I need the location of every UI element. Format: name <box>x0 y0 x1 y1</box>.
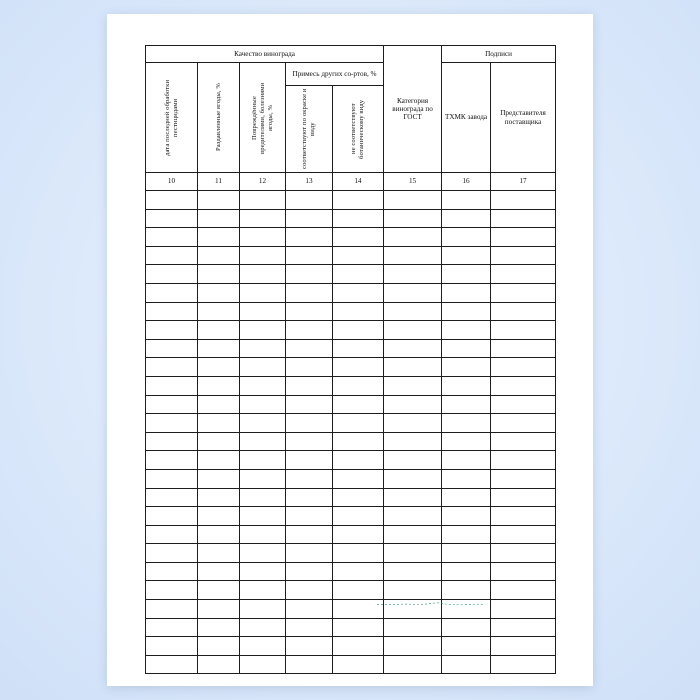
table-cell-damaged_berries[interactable] <box>240 488 286 507</box>
table-cell-admixture_not_match_botanical[interactable] <box>333 376 384 395</box>
table-cell-admixture_match_color[interactable] <box>286 358 333 377</box>
table-cell-category_gost[interactable] <box>384 525 442 544</box>
table-cell-sign_plant[interactable] <box>442 544 491 563</box>
group-header-signatures: Подписи <box>442 46 556 63</box>
table-row[interactable] <box>146 451 556 470</box>
table-cell-admixture_not_match_botanical[interactable] <box>333 432 384 451</box>
table-cell-sign_plant[interactable] <box>442 525 491 544</box>
table-row[interactable] <box>146 339 556 358</box>
table-cell-sign_plant[interactable] <box>442 618 491 637</box>
table-cell-sign_supplier[interactable] <box>491 507 556 526</box>
table-row[interactable] <box>146 321 556 340</box>
table-row[interactable] <box>146 432 556 451</box>
table-cell-sign_supplier[interactable] <box>491 339 556 358</box>
table-row[interactable] <box>146 618 556 637</box>
column-number-16: 16 <box>442 173 491 191</box>
table-cell-crushed_berries[interactable] <box>198 637 240 656</box>
table-cell-category_gost[interactable] <box>384 432 442 451</box>
table-cell-admixture_not_match_botanical[interactable] <box>333 469 384 488</box>
table-cell-damaged_berries[interactable] <box>240 618 286 637</box>
table-cell-sign_plant[interactable] <box>442 246 491 265</box>
column-number-row <box>146 173 556 191</box>
table-cell-crushed_berries[interactable] <box>198 432 240 451</box>
table-row[interactable] <box>146 283 556 302</box>
table-cell-sign_plant[interactable] <box>442 637 491 656</box>
table-cell-sign_supplier[interactable] <box>491 618 556 637</box>
table-cell-date_last_treatment[interactable] <box>146 469 198 488</box>
table-cell-sign_plant[interactable] <box>442 265 491 284</box>
column-header-date-last-treatment: дата последней обработки пестицидами <box>146 63 198 173</box>
table-cell-damaged_berries[interactable] <box>240 376 286 395</box>
table-cell-sign_supplier[interactable] <box>491 321 556 340</box>
table-row[interactable] <box>146 637 556 656</box>
column-number-11: 11 <box>198 173 240 191</box>
table-cell-admixture_match_color[interactable] <box>286 637 333 656</box>
table-cell-sign_plant[interactable] <box>442 562 491 581</box>
table-cell-sign_supplier[interactable] <box>491 525 556 544</box>
table-cell-admixture_match_color[interactable] <box>286 395 333 414</box>
table-cell-damaged_berries[interactable] <box>240 283 286 302</box>
table-cell-admixture_match_color[interactable] <box>286 321 333 340</box>
table-cell-category_gost[interactable] <box>384 414 442 433</box>
table-cell-category_gost[interactable] <box>384 581 442 600</box>
table-cell-damaged_berries[interactable] <box>240 209 286 228</box>
table-cell-admixture_match_color[interactable] <box>286 507 333 526</box>
table-cell-date_last_treatment[interactable] <box>146 228 198 247</box>
table-cell-date_last_treatment[interactable] <box>146 637 198 656</box>
table-cell-sign_supplier[interactable] <box>491 358 556 377</box>
table-cell-sign_supplier[interactable] <box>491 544 556 563</box>
table-cell-admixture_match_color[interactable] <box>286 283 333 302</box>
table-cell-sign_plant[interactable] <box>442 321 491 340</box>
table-cell-sign_supplier[interactable] <box>491 562 556 581</box>
table-cell-sign_plant[interactable] <box>442 600 491 619</box>
table-cell-sign_supplier[interactable] <box>491 581 556 600</box>
table-cell-admixture_match_color[interactable] <box>286 562 333 581</box>
table-cell-category_gost[interactable] <box>384 228 442 247</box>
table-cell-admixture_match_color[interactable] <box>286 432 333 451</box>
table-row[interactable] <box>146 507 556 526</box>
form-body <box>146 191 556 674</box>
table-cell-category_gost[interactable] <box>384 395 442 414</box>
table-cell-sign_supplier[interactable] <box>491 191 556 210</box>
table-cell-crushed_berries[interactable] <box>198 376 240 395</box>
column-number-17: 17 <box>491 173 556 191</box>
table-cell-date_last_treatment[interactable] <box>146 655 198 674</box>
table-cell-sign_plant[interactable] <box>442 191 491 210</box>
table-row[interactable] <box>146 191 556 210</box>
table-row[interactable] <box>146 265 556 284</box>
table-cell-sign_supplier[interactable] <box>491 469 556 488</box>
table-cell-admixture_not_match_botanical[interactable] <box>333 191 384 210</box>
table-cell-date_last_treatment[interactable] <box>146 283 198 302</box>
table-cell-admixture_match_color[interactable] <box>286 525 333 544</box>
table-cell-crushed_berries[interactable] <box>198 618 240 637</box>
table-cell-admixture_not_match_botanical[interactable] <box>333 488 384 507</box>
table-cell-admixture_not_match_botanical[interactable] <box>333 581 384 600</box>
table-cell-damaged_berries[interactable] <box>240 321 286 340</box>
table-cell-damaged_berries[interactable] <box>240 339 286 358</box>
table-cell-admixture_match_color[interactable] <box>286 414 333 433</box>
table-cell-sign_supplier[interactable] <box>491 414 556 433</box>
table-cell-category_gost[interactable] <box>384 246 442 265</box>
group-header-admixture: Примесь других со-ртов, % <box>286 63 384 86</box>
table-cell-category_gost[interactable] <box>384 469 442 488</box>
table-row[interactable] <box>146 525 556 544</box>
table-cell-date_last_treatment[interactable] <box>146 302 198 321</box>
table-cell-sign_plant[interactable] <box>442 283 491 302</box>
table-cell-sign_plant[interactable] <box>442 395 491 414</box>
table-cell-admixture_match_color[interactable] <box>286 191 333 210</box>
table-cell-admixture_match_color[interactable] <box>286 376 333 395</box>
table-cell-crushed_berries[interactable] <box>198 469 240 488</box>
table-cell-admixture_not_match_botanical[interactable] <box>333 562 384 581</box>
table-cell-admixture_match_color[interactable] <box>286 339 333 358</box>
table-cell-damaged_berries[interactable] <box>240 265 286 284</box>
table-cell-category_gost[interactable] <box>384 655 442 674</box>
table-cell-damaged_berries[interactable] <box>240 358 286 377</box>
table-cell-sign_supplier[interactable] <box>491 209 556 228</box>
table-cell-crushed_berries[interactable] <box>198 488 240 507</box>
table-cell-crushed_berries[interactable] <box>198 525 240 544</box>
table-cell-damaged_berries[interactable] <box>240 507 286 526</box>
table-cell-category_gost[interactable] <box>384 209 442 228</box>
table-cell-admixture_not_match_botanical[interactable] <box>333 525 384 544</box>
table-cell-damaged_berries[interactable] <box>240 191 286 210</box>
table-row[interactable] <box>146 228 556 247</box>
table-cell-category_gost[interactable] <box>384 507 442 526</box>
table-cell-date_last_treatment[interactable] <box>146 395 198 414</box>
table-cell-damaged_berries[interactable] <box>240 469 286 488</box>
table-cell-admixture_not_match_botanical[interactable] <box>333 637 384 656</box>
table-row[interactable] <box>146 600 556 619</box>
table-cell-admixture_match_color[interactable] <box>286 600 333 619</box>
table-cell-admixture_not_match_botanical[interactable] <box>333 414 384 433</box>
quality-form-table <box>145 45 556 674</box>
table-cell-sign_supplier[interactable] <box>491 600 556 619</box>
table-cell-admixture_match_color[interactable] <box>286 246 333 265</box>
table-cell-crushed_berries[interactable] <box>198 600 240 619</box>
group-header-quality: Качество винограда <box>146 46 384 63</box>
table-cell-admixture_not_match_botanical[interactable] <box>333 507 384 526</box>
table-cell-damaged_berries[interactable] <box>240 395 286 414</box>
table-cell-admixture_not_match_botanical[interactable] <box>333 321 384 340</box>
table-cell-admixture_match_color[interactable] <box>286 302 333 321</box>
table-row[interactable] <box>146 562 556 581</box>
table-cell-admixture_match_color[interactable] <box>286 618 333 637</box>
table-cell-date_last_treatment[interactable] <box>146 414 198 433</box>
table-cell-damaged_berries[interactable] <box>240 600 286 619</box>
table-cell-damaged_berries[interactable] <box>240 228 286 247</box>
header-row-groups <box>146 46 556 63</box>
table-cell-date_last_treatment[interactable] <box>146 209 198 228</box>
table-cell-admixture_match_color[interactable] <box>286 469 333 488</box>
table-cell-damaged_berries[interactable] <box>240 451 286 470</box>
table-cell-crushed_berries[interactable] <box>198 265 240 284</box>
table-cell-admixture_not_match_botanical[interactable] <box>333 655 384 674</box>
table-cell-date_last_treatment[interactable] <box>146 321 198 340</box>
table-cell-category_gost[interactable] <box>384 376 442 395</box>
table-cell-damaged_berries[interactable] <box>240 581 286 600</box>
column-header-category-gost: Категория винограда по ГОСТ <box>384 46 442 173</box>
table-row[interactable] <box>146 209 556 228</box>
table-cell-sign_plant[interactable] <box>442 469 491 488</box>
table-cell-crushed_berries[interactable] <box>198 228 240 247</box>
table-cell-date_last_treatment[interactable] <box>146 451 198 470</box>
table-cell-sign_supplier[interactable] <box>491 283 556 302</box>
table-cell-category_gost[interactable] <box>384 283 442 302</box>
table-cell-admixture_not_match_botanical[interactable] <box>333 358 384 377</box>
table-cell-crushed_berries[interactable] <box>198 209 240 228</box>
table-cell-sign_plant[interactable] <box>442 358 491 377</box>
table-cell-admixture_match_color[interactable] <box>286 265 333 284</box>
table-cell-crushed_berries[interactable] <box>198 246 240 265</box>
table-cell-damaged_berries[interactable] <box>240 562 286 581</box>
table-cell-sign_plant[interactable] <box>442 376 491 395</box>
table-cell-admixture_match_color[interactable] <box>286 544 333 563</box>
table-cell-category_gost[interactable] <box>384 562 442 581</box>
table-cell-sign_plant[interactable] <box>442 655 491 674</box>
column-number-15: 15 <box>384 173 442 191</box>
table-row[interactable] <box>146 655 556 674</box>
table-cell-damaged_berries[interactable] <box>240 637 286 656</box>
table-cell-date_last_treatment[interactable] <box>146 562 198 581</box>
table-cell-admixture_not_match_botanical[interactable] <box>333 618 384 637</box>
table-cell-date_last_treatment[interactable] <box>146 618 198 637</box>
table-row[interactable] <box>146 581 556 600</box>
column-header-sign-supplier: Представителя поставщика <box>491 63 556 173</box>
table-cell-sign_plant[interactable] <box>442 432 491 451</box>
table-cell-admixture_match_color[interactable] <box>286 581 333 600</box>
header-row-subgroups <box>146 63 556 86</box>
table-cell-sign_supplier[interactable] <box>491 228 556 247</box>
table-cell-category_gost[interactable] <box>384 637 442 656</box>
column-number-10: 10 <box>146 173 198 191</box>
table-cell-admixture_match_color[interactable] <box>286 488 333 507</box>
table-cell-admixture_match_color[interactable] <box>286 228 333 247</box>
table-cell-sign_plant[interactable] <box>442 302 491 321</box>
table-cell-crushed_berries[interactable] <box>198 414 240 433</box>
table-cell-admixture_match_color[interactable] <box>286 209 333 228</box>
table-cell-sign_supplier[interactable] <box>491 376 556 395</box>
column-header-admixture-match-color: соответствуют по окраске и виду <box>286 86 333 173</box>
table-cell-crushed_berries[interactable] <box>198 544 240 563</box>
table-cell-sign_plant[interactable] <box>442 507 491 526</box>
table-cell-category_gost[interactable] <box>384 544 442 563</box>
table-cell-sign_supplier[interactable] <box>491 451 556 470</box>
table-cell-admixture_match_color[interactable] <box>286 451 333 470</box>
table-cell-sign_supplier[interactable] <box>491 302 556 321</box>
column-number-12: 12 <box>240 173 286 191</box>
table-cell-admixture_match_color[interactable] <box>286 655 333 674</box>
table-cell-admixture_not_match_botanical[interactable] <box>333 265 384 284</box>
table-row[interactable] <box>146 302 556 321</box>
table-cell-date_last_treatment[interactable] <box>146 376 198 395</box>
column-header-damaged-berries: Повреждённые вредителями, болезнями ягоды, % <box>240 63 286 173</box>
table-cell-sign_plant[interactable] <box>442 414 491 433</box>
table-cell-sign_plant[interactable] <box>442 228 491 247</box>
table-cell-sign_supplier[interactable] <box>491 655 556 674</box>
table-cell-admixture_not_match_botanical[interactable] <box>333 600 384 619</box>
table-cell-category_gost[interactable] <box>384 600 442 619</box>
table-row[interactable] <box>146 358 556 377</box>
table-row[interactable] <box>146 395 556 414</box>
table-cell-damaged_berries[interactable] <box>240 302 286 321</box>
table-row[interactable] <box>146 376 556 395</box>
column-number-14: 14 <box>333 173 384 191</box>
table-cell-crushed_berries[interactable] <box>198 321 240 340</box>
column-header-crushed-berries: Раздавленные ягоды, % <box>198 63 240 173</box>
table-cell-sign_supplier[interactable] <box>491 637 556 656</box>
table-cell-category_gost[interactable] <box>384 302 442 321</box>
table-cell-crushed_berries[interactable] <box>198 451 240 470</box>
column-header-admixture-not-match-botanical: не соответствуют ботаническому виду <box>333 86 384 173</box>
form-sheet <box>145 45 555 674</box>
document-page <box>107 14 593 686</box>
table-cell-damaged_berries[interactable] <box>240 525 286 544</box>
table-cell-date_last_treatment[interactable] <box>146 246 198 265</box>
table-cell-category_gost[interactable] <box>384 488 442 507</box>
table-cell-crushed_berries[interactable] <box>198 302 240 321</box>
table-cell-sign_plant[interactable] <box>442 488 491 507</box>
table-cell-damaged_berries[interactable] <box>240 544 286 563</box>
table-cell-crushed_berries[interactable] <box>198 339 240 358</box>
table-cell-category_gost[interactable] <box>384 618 442 637</box>
table-cell-category_gost[interactable] <box>384 339 442 358</box>
table-row[interactable] <box>146 544 556 563</box>
table-cell-sign_supplier[interactable] <box>491 246 556 265</box>
table-cell-admixture_not_match_botanical[interactable] <box>333 209 384 228</box>
table-cell-crushed_berries[interactable] <box>198 581 240 600</box>
column-header-sign-plant: ТХМК завода <box>442 63 491 173</box>
table-cell-crushed_berries[interactable] <box>198 562 240 581</box>
table-cell-date_last_treatment[interactable] <box>146 265 198 284</box>
table-cell-admixture_not_match_botanical[interactable] <box>333 395 384 414</box>
table-row[interactable] <box>146 488 556 507</box>
table-cell-date_last_treatment[interactable] <box>146 544 198 563</box>
table-cell-category_gost[interactable] <box>384 191 442 210</box>
table-cell-date_last_treatment[interactable] <box>146 191 198 210</box>
table-cell-damaged_berries[interactable] <box>240 655 286 674</box>
table-cell-damaged_berries[interactable] <box>240 414 286 433</box>
table-cell-crushed_berries[interactable] <box>198 395 240 414</box>
table-cell-date_last_treatment[interactable] <box>146 432 198 451</box>
table-cell-sign_plant[interactable] <box>442 451 491 470</box>
table-cell-sign_supplier[interactable] <box>491 265 556 284</box>
table-cell-sign_plant[interactable] <box>442 339 491 358</box>
table-cell-crushed_berries[interactable] <box>198 358 240 377</box>
table-cell-sign_plant[interactable] <box>442 581 491 600</box>
table-cell-date_last_treatment[interactable] <box>146 507 198 526</box>
table-cell-damaged_berries[interactable] <box>240 246 286 265</box>
table-cell-admixture_not_match_botanical[interactable] <box>333 339 384 358</box>
table-cell-category_gost[interactable] <box>384 265 442 284</box>
table-cell-sign_supplier[interactable] <box>491 432 556 451</box>
table-cell-sign_plant[interactable] <box>442 209 491 228</box>
table-cell-admixture_not_match_botanical[interactable] <box>333 451 384 470</box>
table-cell-date_last_treatment[interactable] <box>146 525 198 544</box>
table-cell-admixture_not_match_botanical[interactable] <box>333 246 384 265</box>
table-cell-damaged_berries[interactable] <box>240 432 286 451</box>
table-cell-date_last_treatment[interactable] <box>146 600 198 619</box>
table-cell-crushed_berries[interactable] <box>198 191 240 210</box>
table-cell-date_last_treatment[interactable] <box>146 339 198 358</box>
table-cell-crushed_berries[interactable] <box>198 283 240 302</box>
table-cell-crushed_berries[interactable] <box>198 507 240 526</box>
table-cell-date_last_treatment[interactable] <box>146 581 198 600</box>
table-cell-date_last_treatment[interactable] <box>146 358 198 377</box>
table-row[interactable] <box>146 414 556 433</box>
table-cell-category_gost[interactable] <box>384 451 442 470</box>
column-number-13: 13 <box>286 173 333 191</box>
table-cell-category_gost[interactable] <box>384 358 442 377</box>
table-cell-date_last_treatment[interactable] <box>146 488 198 507</box>
table-row[interactable] <box>146 246 556 265</box>
table-cell-admixture_not_match_botanical[interactable] <box>333 228 384 247</box>
table-cell-sign_supplier[interactable] <box>491 395 556 414</box>
table-cell-sign_supplier[interactable] <box>491 488 556 507</box>
table-cell-crushed_berries[interactable] <box>198 655 240 674</box>
table-cell-admixture_not_match_botanical[interactable] <box>333 544 384 563</box>
table-cell-category_gost[interactable] <box>384 321 442 340</box>
table-cell-admixture_not_match_botanical[interactable] <box>333 283 384 302</box>
table-cell-admixture_not_match_botanical[interactable] <box>333 302 384 321</box>
table-row[interactable] <box>146 469 556 488</box>
